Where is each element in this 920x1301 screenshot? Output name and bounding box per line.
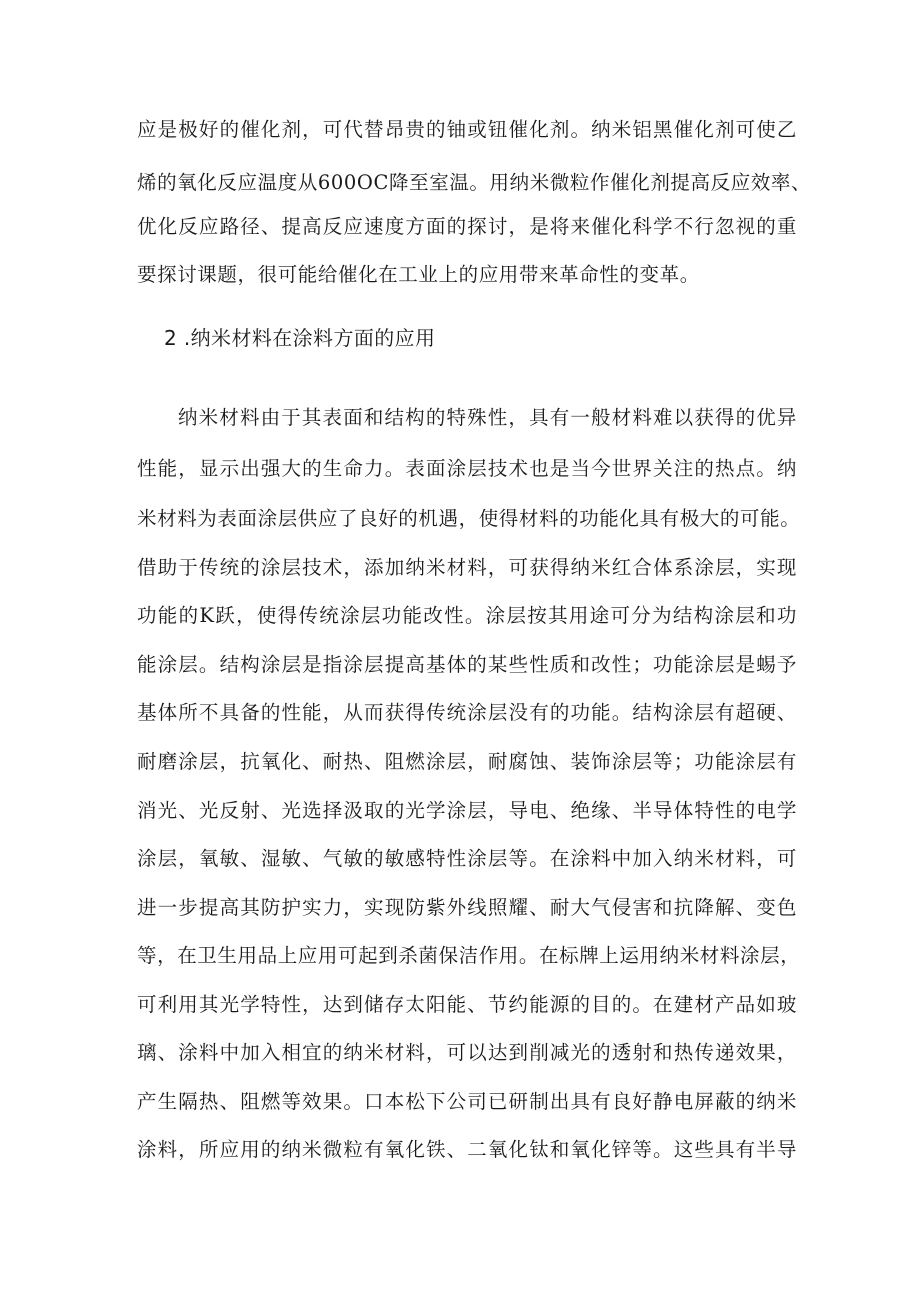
paragraph-line: 涂层，氧敏、湿敏、气敏的敏感特性涂层等。在涂料中加入纳米材料，可 <box>137 847 797 870</box>
paragraph-line: 应是极好的催化剂，可代替昂贵的铀或钮催化剂。纳米铝黑催化剂可使乙 <box>137 118 797 141</box>
paragraph-line: 基体所不具备的性能，从而获得传统涂层没有的功能。结构涂层有超硬、 <box>137 701 797 724</box>
paragraph-line: 消光、光反射、光选择汲取的光学涂层，导电、绝缘、半导体特性的电学 <box>137 799 797 822</box>
paragraph-line: 性能，显示出强大的生命力。表面涂层技术也是当今世界关注的热点。纳 <box>137 457 797 480</box>
paragraph-line: 烯的氧化反应温度从600OC降至室温。用纳米微粒作催化剂提高反应效率、 <box>137 171 812 194</box>
paragraph-line: 产生隔热、阻燃等效果。口本松下公司已研制出具有良好静电屏蔽的纳米 <box>137 1090 797 1113</box>
paragraph-line: 可利用其光学特性，达到储存太阳能、节约能源的目的。在建材产品如玻 <box>137 993 797 1016</box>
paragraph-line: 要探讨课题，很可能给催化在工业上的应用带来革命性的变革。 <box>137 263 700 286</box>
paragraph-line: 涂料，所应用的纳米微粒有氧化铁、二氧化钛和氧化锌等。这些具有半导 <box>137 1138 797 1161</box>
paragraph-line: 借助于传统的涂层技术，添加纳米材料，可获得纳米红合体系涂层，实现 <box>137 556 797 579</box>
paragraph-line: 进一步提高其防护实力，实现防紫外线照耀、耐大气侵害和抗降解、变色 <box>137 896 797 919</box>
section-heading: 2 .纳米材料在涂料方面的应用 <box>164 326 436 350</box>
paragraph-line: 耐磨涂层，抗氧化、耐热、阻燃涂层，耐腐蚀、装饰涂层等；功能涂层有 <box>137 750 797 773</box>
paragraph-line: 米材料为表面涂层供应了良好的机遇，使得材料的功能化具有极大的可能。 <box>137 507 801 530</box>
paragraph-line: 优化反应路径、提高反应速度方面的探讨，是将来催化科学不行忽视的重 <box>137 215 797 238</box>
paragraph-line: 纳米材料由于其表面和结构的特殊性，具有一般材料难以获得的优异 <box>178 406 797 429</box>
paragraph-line: 能涂层。结构涂层是指涂层提高基体的某些性质和改性；功能涂层是蜴予 <box>137 653 797 676</box>
paragraph-line: 等，在卫生用品上应用可起到杀菌保洁作用。在标牌上运用纳米材料涂层， <box>137 944 801 967</box>
paragraph-line: 璃、涂料中加入相宜的纳米材料，可以达到削减光的透射和热传递效果， <box>137 1041 797 1064</box>
paragraph-line: 功能的K跃，使得传统涂层功能改性。涂层按其用途可分为结构涂层和功 <box>137 604 797 627</box>
